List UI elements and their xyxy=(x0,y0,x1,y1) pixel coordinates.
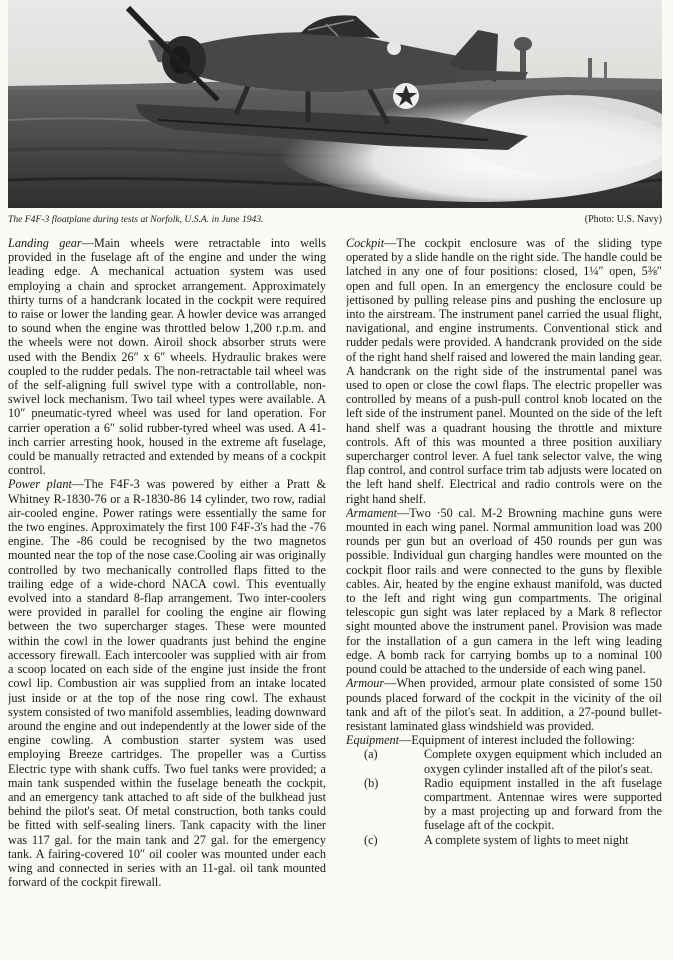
landing-gear-paragraph: Landing gear—Main wheels were retractable into wells provided in the fuselage aft of the engine and under the wing leading edge. A mechanical actuation system was used employing a chain and sprocket arrangement. Approximately thirty turns of a handcrank located in the cockpit were required to raise or lower the landing gear. A howler device was arranged to sound when the engine was throttled below 1,200 r.p.m. and the wheels were not down. Airoil shock absorber struts were used with the Bendix 26″ x 6″ wheels. Hydraulic brakes were coupled to the rudder pedals. The non-retractable tail wheel was of the self-aligning full swivel type with a controllable, non-swivel lock mechanism. Two tail wheel types were available. A 10″ pneumatic-tyred wheel was used for land operation. For carrier operation a 6″ solid rubber-tyred wheel was used. A 41-inch carrier arresting hook, housed in the extreme aft fuselage, could be manually retracted and extended by means of a cockpit control. xyxy=(8,236,326,478)
list-item-text: Complete oxygen equipment which included an oxygen cylinder installed aft of the pilot's seat. xyxy=(424,747,662,776)
photo-credit: (Photo: U.S. Navy) xyxy=(584,214,662,225)
figure-caption-row xyxy=(8,212,662,228)
section-heading: Cockpit xyxy=(346,236,385,250)
section-heading: Landing gear xyxy=(8,236,82,250)
list-item xyxy=(346,747,662,775)
section-heading: Armour xyxy=(346,676,385,691)
armour-paragraph: Armour—When provided, armour plate consisted of some 150 pounds placed forward of the cockpit in the vicinity of the oil tank and aft of the pilot's seat. In addition, a 27-pound bullet-resistant laminated glass windshield was provided. xyxy=(346,676,662,733)
section-heading: Power plant xyxy=(8,477,72,492)
section-heading: Equipment xyxy=(346,733,400,748)
section-text: The F4F-3 was powered by either a Pratt & Whitney R-1830-76 or a R-1830-86 14 cylinder, two row, radial air-cooled engine. Power ratings were essentially the same for the two engines. Approximately the first 100 F4F-3's had the -76 engine. The -86 could be recognised by the two magnetos mounted near the top of the nose case.Cooling air was originally controlled by two mechanically controlled flaps fitted to the trailing edge of a wide-chord NACA cowl. This eventually evolved into a standard 8-flap arrangement. Two inter-coolers were provided in parallel for cooling the engine air flowing between the two supercharger stages. These were mounted within the cowl in the lower quadrants just behind the engine accessory firewall. Each intercooler was supplied with air from a scoop located on each side of the engine just inside the front cowl lip. Combustion air was supplied from an intake located just inside or at the top of the nose ring cowl. The exhaust system consisted of two manifold assemblies, leading downward around the engine and out independently at the lower side of the engine cowling. A combustion starter system was used employing Breeze cartridges. The propeller was a Curtiss Electric type with shank cuffs. Two fuel tanks were provided; a main tank suspended within the fuselage beneath the cockpit, and an emergency tank attached to aft side of the bulkhead just behind the pilot's seat. Of metal construction, both tanks could be fitted with self-sealing liners. Tank capacity with the liner was 117 gal. for the main tank and 27 gal. for the emergency tank. A fairing-covered 10″ oil cooler was mounted under each wing and connected in series with an 11-gal. oil tank mounted forward of the cockpit firewall. xyxy=(8,477,326,890)
section-text: Equipment of interest included the following: xyxy=(411,733,635,748)
list-marker: (b) xyxy=(364,775,379,790)
cockpit-paragraph: Cockpit—The cockpit enclosure was of the sliding type operated by a slide handle on the right side. The handle could be latched in any one of four positions: closed, 1¼″ open, 5⅜″ open and full open. In an emergency the enclosure could be jettisoned by pulling release pins and pushing the enclosure up into the airstream. The instrument panel carried the usual flight, navigational, and engine instruments. Conventional stick and rudder pedals were provided. A handcrank provided on the side of the right hand shelf raised and lowered the main landing gear. A handcrank on the right side of the instrumental panel was used to open or close the cowl flaps. The electric propeller was controlled by means of a push-pull control knob located on the left side of the instrument panel. Mounted on the side of the left hand shelf was a quadrant housing the throttle and mixture controls. Aft of this was mounted a three position auxiliary supercharger control lever. A fuel tank selector valve, the wing flap control, and control surface trim tab adjusts were located on the left hand shelf. Electrical and radio controls were on the right hand shelf. xyxy=(346,236,662,506)
floatplane-photo xyxy=(8,0,662,208)
section-text: Two ·50 cal. M-2 Browning machine guns were mounted in each wing panel. Normal ammunition load was 200 rounds per gun but an overload of 450 rounds per gun was possible. Individual gun charging handles were mounted on the cockpit floor rails and were connected to the guns by flexible cables. Air, heated by the engine exhaust manifold, was ducted to the left and right wing gun compartments. The original telescopic gun sight was later replaced by a Mark 8 reflector sight mounted above the instrument panel. Provision was made for the installation of a gun camera in the left wing leading edge. A bomb rack for carrying bombs up to a nominal 100 pound could be attached to the underside of each wing panel. xyxy=(346,505,662,677)
section-text: The cockpit enclosure was of the sliding type operated by a slide handle on the right side. The handle could be latched in any one of four positions: closed, 1¼″ open, 5⅜″ open and full open. In an emergency the enclosure could be jettisoned by pulling release pins and pushing the enclosure up into the airstream. The instrument panel carried the usual flight, navigational, and engine instruments. Conventional stick and rudder pedals were provided. A handcrank provided on the side of the right hand shelf raised and lowered the main landing gear. A handcrank on the right side of the instrumental panel was used to open or close the cowl flaps. The electric propeller was controlled by means of a push-pull control knob located on the left side of the instrument panel. Mounted on the side of the left hand shelf was a quadrant housing the throttle and mixture controls. Aft of this was mounted a three position auxiliary supercharger control lever. A fuel tank selector valve, the wing flap control, and control surface trim tab adjusts were located on the left hand shelf. Electrical and radio controls were on the right hand shelf. xyxy=(346,236,662,506)
list-item-text: A complete system of lights to meet night xyxy=(424,832,629,847)
equipment-paragraph: Equipment—Equipment of interest included the following: xyxy=(346,733,635,748)
list-marker: (a) xyxy=(364,747,378,762)
section-heading: Armament xyxy=(346,505,398,520)
figure-caption: The F4F-3 floatplane during tests at Norfolk, U.S.A. in June 1943. xyxy=(8,214,264,225)
armament-paragraph: Armament—Two ·50 cal. M-2 Browning machine guns were mounted in each wing panel. Normal ammunition load was 200 rounds per gun but an overload of 450 rounds per gun was possible. Individual gun charging handles were mounted on the cockpit floor rails and were connected to the guns by flexible cables. Air, heated by the engine exhaust manifold, was ducted to the left and right wing gun compartments. The original telescopic gun sight was later replaced by a Mark 8 reflector sight mounted above the instrument panel. Provision was made for the installation of a gun camera in the left wing leading edge. A bomb rack for carrying bombs up to a nominal 100 pound could be attached to the underside of each wing panel. xyxy=(346,505,662,677)
list-item xyxy=(346,776,662,833)
right-column xyxy=(346,236,662,956)
left-column xyxy=(8,236,326,956)
section-text: When provided, armour plate consisted of some 150 pounds placed forward of the cockpit in the vicinity of the oil tank and aft of the pilot's seat. In addition, a 27-pound bullet-resistant laminated glass windshield was provided. xyxy=(346,676,662,733)
list-item xyxy=(346,833,662,847)
list-item-text: Radio equipment installed in the aft fuselage compartment. Antennae wires were supported by a mast projecting up and forward from the fuselage aft of the cockpit. xyxy=(424,775,662,833)
power-plant-paragraph: Power plant—The F4F-3 was powered by either a Pratt & Whitney R-1830-76 or a R-1830-86 14 cylinder, two row, radial air-cooled engine. Power ratings were essentially the same for the two engines. Approximately the first 100 F4F-3's had the -76 engine. The -86 could be recognised by the two magnetos mounted near the top of the nose case.Cooling air was originally controlled by two mechanically controlled flaps fitted to the trailing edge of a wide-chord NACA cowl. This eventually evolved into a standard 8-flap arrangement. Two inter-coolers were provided in parallel for cooling the engine air flowing between the two supercharger stages. These were mounted within the cowl in the lower quadrants just behind the engine accessory firewall. Each intercooler was supplied with air from a scoop located on each side of the engine just inside the front cowl lip. Combustion air was supplied from an intake located just inside or at the top of the nose ring cowl. The exhaust system consisted of two manifold assemblies, leading downward around the engine and out independently at the lower side of the engine cowling. A combustion starter system was used employing Breeze cartridges. The propeller was a Curtiss Electric type with shank cuffs. Two fuel tanks were provided; a main tank suspended within the fuselage beneath the cockpit, and an emergency tank attached to aft side of the bulkhead just behind the pilot's seat. Of metal construction, both tanks could be fitted with self-sealing liners. Tank capacity with the liner was 117 gal. for the main tank and 27 gal. for the emergency tank. A fairing-covered 10″ oil cooler was mounted under each wing and connected in series with an 11-gal. oil tank mounted forward of the cockpit firewall. xyxy=(8,477,326,890)
list-marker: (c) xyxy=(364,832,378,847)
section-text: Main wheels were retractable into wells provided in the fuselage aft of the engine and under the wing leading edge. A mechanical actuation system was used employing a chain and sprocket arrangement. Approximately thirty turns of a handcrank located in the cockpit were required to raise or lower the landing gear. A howler device was arranged to sound when the engine was throttled below 1,200 r.p.m. and the wheels were not down. Airoil shock absorber struts were used with the Bendix 26″ x 6″ wheels. Hydraulic brakes were coupled to the rudder pedals. The non-retractable tail wheel was of the self-aligning full swivel type with a controllable, non-swivel lock mechanism. Two tail wheel types were available. A 10″ pneumatic-tyred wheel was used for land operation. For carrier operation a 6″ solid rubber-tyred wheel was used. A 41-inch carrier arresting hook, housed in the extreme aft fuselage, could be manually retracted and extended by means of a cockpit control. xyxy=(8,236,326,478)
